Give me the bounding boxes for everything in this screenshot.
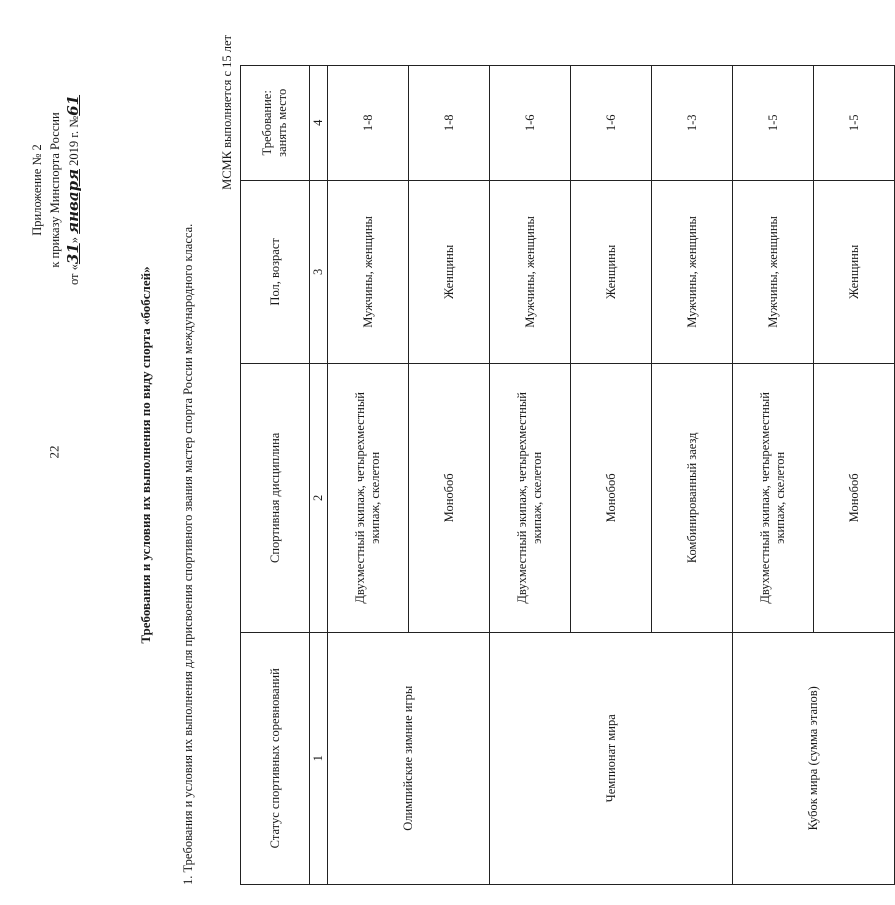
table-header-row <box>241 66 310 885</box>
sex-cell: Мужчины, женщины <box>733 180 814 364</box>
discipline-cell: Двухместный экипаж, четырехместный экипаж, скелетон <box>733 364 814 632</box>
annex-date-line <box>64 40 83 340</box>
intro-paragraph: 1. Требования и условия их выполнения для присвоения спортивного звания мастер спорта России международного класса. <box>181 223 195 885</box>
page-title: Требования и условия их выполнения по виду спорта «бобслей» <box>138 266 153 644</box>
discipline-cell: Монобоб <box>571 364 652 632</box>
place-cell: 1-3 <box>652 66 733 181</box>
header-status: Статус спортивных соревнований <box>241 632 310 884</box>
annex-header <box>28 40 83 340</box>
date-prefix: от « <box>67 264 81 286</box>
col-number: 1 <box>310 632 328 884</box>
table-number-row <box>310 66 328 885</box>
table-row <box>328 66 409 885</box>
requirements-table <box>240 65 895 885</box>
discipline-cell: Монобоб <box>409 364 490 632</box>
col-number: 2 <box>310 364 328 632</box>
table-row <box>490 66 571 885</box>
date-month: января <box>64 168 82 234</box>
order-number: 61 <box>64 94 82 116</box>
sex-cell: Мужчины, женщины <box>652 180 733 364</box>
place-cell: 1-6 <box>490 66 571 181</box>
place-cell: 1-8 <box>328 66 409 181</box>
discipline-cell: Монобоб <box>814 364 895 632</box>
page-number: 22 <box>46 445 62 459</box>
annex-title: Приложение № 2 <box>30 144 44 236</box>
place-cell: 1-5 <box>814 66 895 181</box>
place-cell: 1-6 <box>571 66 652 181</box>
date-day: 31 <box>64 243 82 265</box>
status-cell: Олимпийские зимние игры <box>328 632 490 884</box>
status-cell: Кубок мира (сумма этапов) <box>733 632 895 884</box>
place-cell: 1-8 <box>409 66 490 181</box>
status-cell: Чемпионат мира <box>490 632 733 884</box>
document-body <box>20 25 861 885</box>
sex-cell: Женщины <box>571 180 652 364</box>
discipline-cell: Комбинированный заезд <box>652 364 733 632</box>
discipline-cell: Двухместный экипаж, четырехместный экипаж, скелетон <box>490 364 571 632</box>
table-row <box>733 66 814 885</box>
date-mid: » <box>67 236 81 244</box>
place-cell: 1-5 <box>733 66 814 181</box>
age-note: МСМК выполняется с 15 лет <box>220 35 234 190</box>
sex-cell: Женщины <box>814 180 895 364</box>
annex-order-ref: к приказу Минспорта России <box>48 112 62 268</box>
discipline-cell: Двухместный экипаж, четырехместный экипаж, скелетон <box>328 364 409 632</box>
header-sex-age: Пол, возраст <box>241 180 310 364</box>
sex-cell: Мужчины, женщины <box>490 180 571 364</box>
header-discipline: Спортивная дисциплина <box>241 364 310 632</box>
sex-cell: Женщины <box>409 180 490 364</box>
col-number: 4 <box>310 66 328 181</box>
header-place: Требование: занять место <box>241 66 310 181</box>
col-number: 3 <box>310 180 328 364</box>
sex-cell: Мужчины, женщины <box>328 180 409 364</box>
date-year: 2019 г. № <box>67 115 81 166</box>
